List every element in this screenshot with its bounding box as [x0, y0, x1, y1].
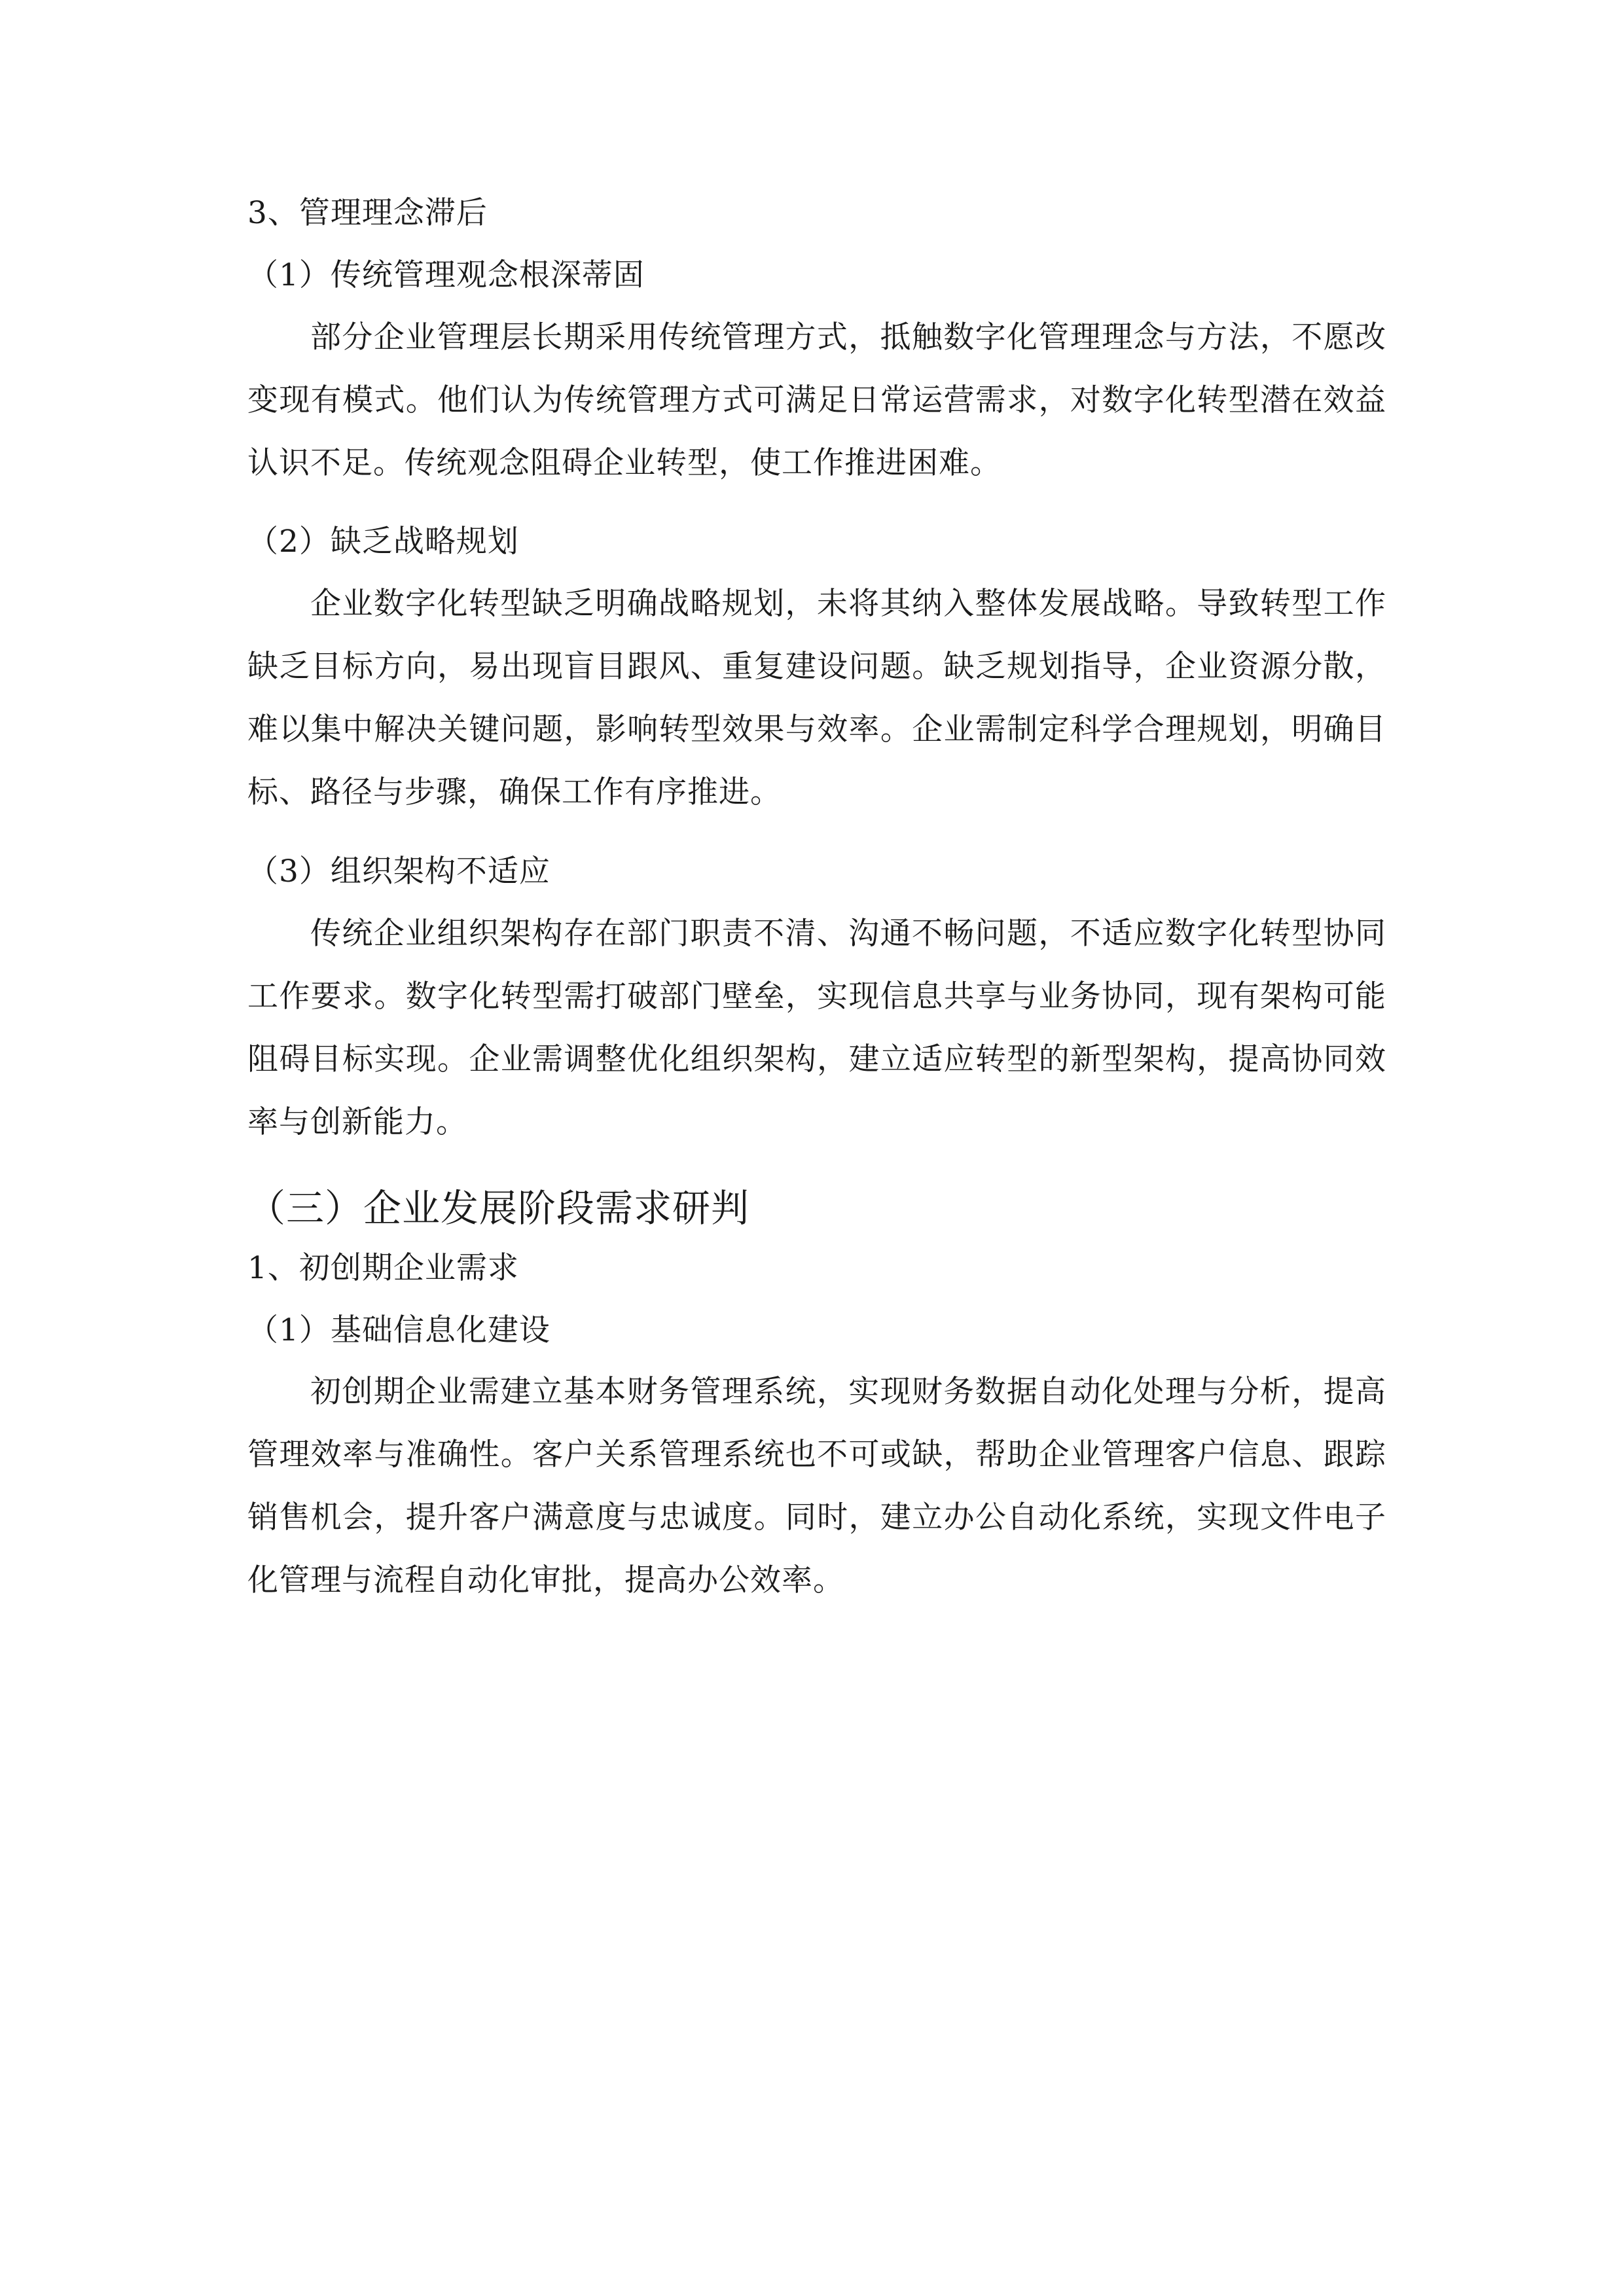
- subheading-traditional-concept: （1）传统管理观念根深蒂固: [247, 257, 645, 293]
- section-heading-startup-needs: 1、初创期企业需求: [247, 1250, 519, 1286]
- subheading-org-structure: （3）组织架构不适应: [247, 853, 550, 889]
- paragraph-basic-it: 初创期企业需建立基本财务管理系统，实现财务数据自动化处理与分析，提高管理效率与准确性。客户关系管理系统也不可或缺，帮助企业管理客户信息、跟踪销售机会，提升客户满意度与忠诚度。同时，建立办公自动化系统，实现文件电子化管理与流程自动化审批，提高办公效率。: [247, 1374, 1386, 1598]
- part-heading-development-stage: （三）企业发展阶段需求研判: [247, 1186, 750, 1230]
- section-heading-management-concept: 3、管理理念滞后: [247, 195, 488, 231]
- subheading-strategy-planning: （2）缺乏战略规划: [247, 524, 519, 560]
- paragraph-strategy-planning: 企业数字化转型缺乏明确战略规划，未将其纳入整体发展战略。导致转型工作缺乏目标方向，易出现盲目跟风、重复建设问题。缺乏规划指导，企业资源分散，难以集中解决关键问题，影响转型效果与效率。企业需制定科学合理规划，明确目标、路径与步骤，确保工作有序推进。: [247, 586, 1386, 810]
- paragraph-traditional-concept: 部分企业管理层长期采用传统管理方式，抵触数字化管理理念与方法，不愿改变现有模式。他们认为传统管理方式可满足日常运营需求，对数字化转型潜在效益认识不足。传统观念阻碍企业转型，使工作推进困难。: [247, 319, 1386, 481]
- subheading-basic-it: （1）基础信息化建设: [247, 1312, 550, 1348]
- paragraph-org-structure: 传统企业组织架构存在部门职责不清、沟通不畅问题，不适应数字化转型协同工作要求。数字化转型需打破部门壁垒，实现信息共享与业务协同，现有架构可能阻碍目标实现。企业需调整优化组织架构，建立适应转型的新型架构，提高协同效率与创新能力。: [247, 916, 1386, 1140]
